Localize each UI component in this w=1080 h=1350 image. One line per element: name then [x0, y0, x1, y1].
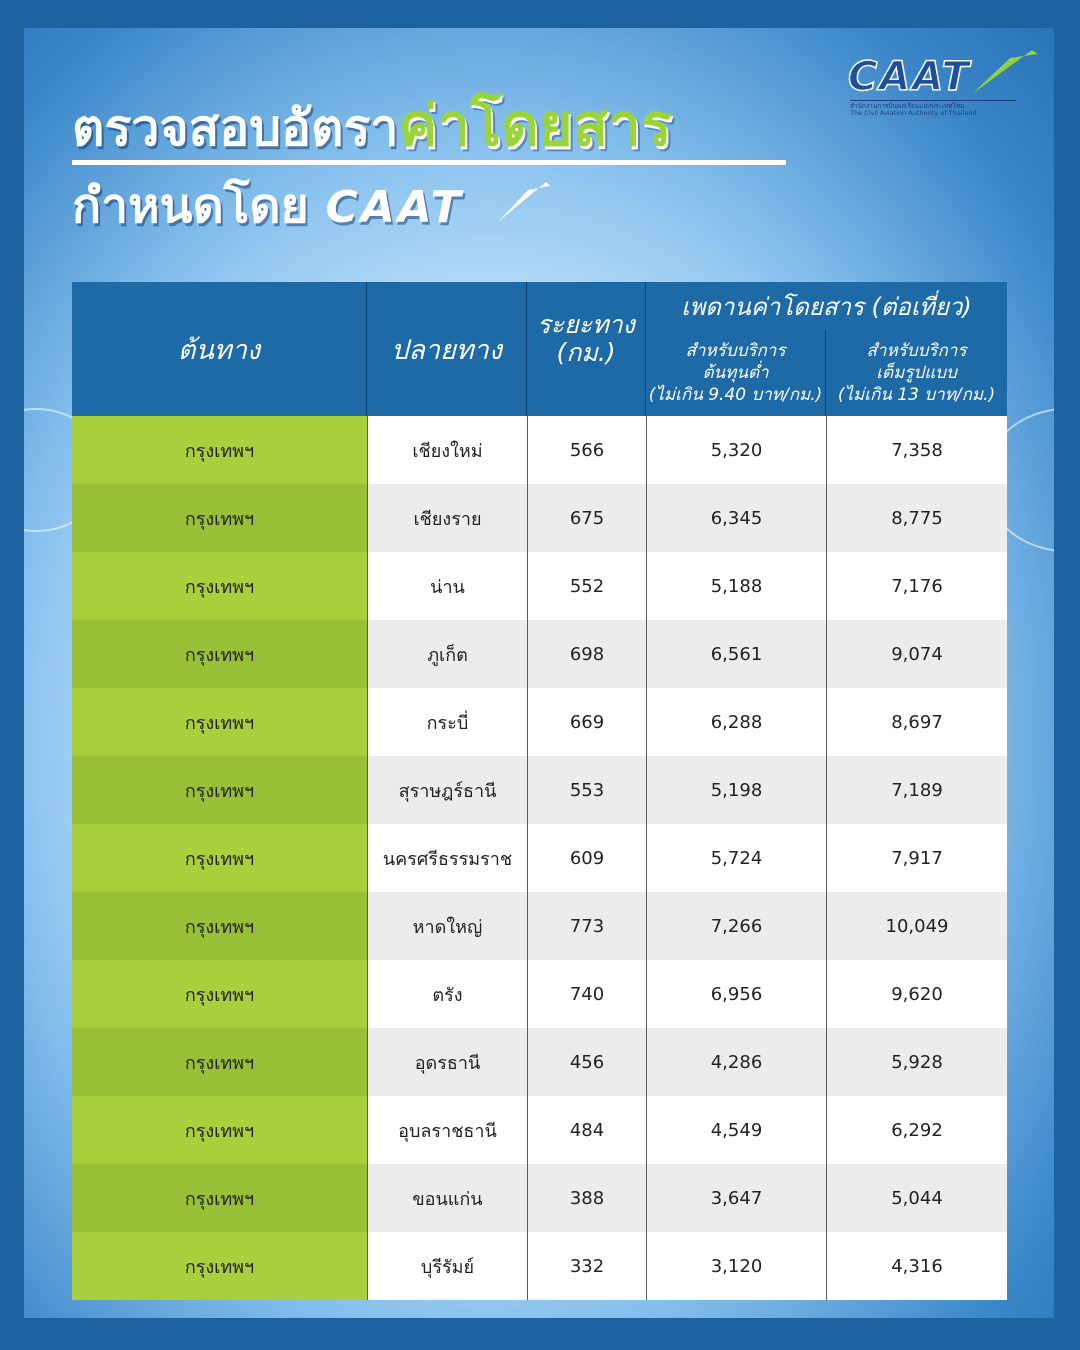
origin-cell: กรุงเทพฯ	[72, 892, 367, 960]
full-service-fare-cell: 6,292	[826, 1096, 1007, 1164]
destination-cell: เชียงราย	[367, 484, 527, 552]
destination-cell: สุราษฎร์ธานี	[367, 756, 527, 824]
origin-cell: กรุงเทพฯ	[72, 1232, 367, 1300]
title-highlight: ค่าโดยสาร	[398, 91, 672, 159]
full-service-fare-cell: 10,049	[826, 892, 1007, 960]
full-service-fare-cell: 9,074	[826, 620, 1007, 688]
low-cost-fare-cell: 6,561	[646, 620, 826, 688]
table-row	[72, 416, 1007, 484]
destination-cell: อุบลราชธานี	[367, 1096, 527, 1164]
low-cost-fare-cell: 7,266	[646, 892, 826, 960]
distance-cell: 332	[527, 1232, 646, 1300]
table-row	[72, 1028, 1007, 1096]
origin-cell: กรุงเทพฯ	[72, 620, 367, 688]
distance-cell: 675	[527, 484, 646, 552]
logo-swoosh-icon	[966, 44, 1042, 98]
destination-cell: ขอนแก่น	[367, 1164, 527, 1232]
low-cost-fare-cell: 5,724	[646, 824, 826, 892]
caat-swoosh-icon	[494, 178, 554, 228]
low-cost-fare-cell: 6,288	[646, 688, 826, 756]
page-title-line2	[72, 173, 464, 241]
low-cost-fare-cell: 5,198	[646, 756, 826, 824]
table-row	[72, 892, 1007, 960]
low-cost-fare-cell: 4,549	[646, 1096, 826, 1164]
table-row	[72, 484, 1007, 552]
full-service-fare-cell: 7,358	[826, 416, 1007, 484]
logo-subtitle-english: The Civil Aviation Authority of Thailand	[850, 109, 977, 117]
low-cost-fare-cell: 4,286	[646, 1028, 826, 1096]
title-line2-prefix: กำหนดโดย	[72, 178, 309, 234]
full-service-fare-cell: 8,775	[826, 484, 1007, 552]
destination-cell: ภูเก็ต	[367, 620, 527, 688]
table-row	[72, 1096, 1007, 1164]
page-title-line1	[72, 90, 672, 163]
table-row	[72, 552, 1007, 620]
full-service-fare-cell: 7,917	[826, 824, 1007, 892]
distance-cell: 484	[527, 1096, 646, 1164]
distance-cell: 552	[527, 552, 646, 620]
origin-cell: กรุงเทพฯ	[72, 756, 367, 824]
header-destination: ปลายทาง	[367, 282, 527, 416]
header-full-service-line1: สำหรับบริการ	[866, 341, 967, 361]
origin-cell: กรุงเทพฯ	[72, 1164, 367, 1232]
caat-logo	[846, 44, 1042, 116]
distance-cell: 566	[527, 416, 646, 484]
low-cost-fare-cell: 6,956	[646, 960, 826, 1028]
header-distance-label: ระยะทาง	[537, 310, 635, 339]
full-service-fare-cell: 5,044	[826, 1164, 1007, 1232]
low-cost-fare-cell: 3,647	[646, 1164, 826, 1232]
origin-cell: กรุงเทพฯ	[72, 416, 367, 484]
low-cost-fare-cell: 5,320	[646, 416, 826, 484]
origin-cell: กรุงเทพฯ	[72, 1096, 367, 1164]
full-service-fare-cell: 7,176	[826, 552, 1007, 620]
title-brand: CAAT	[325, 182, 464, 233]
header-low-cost-line2: ต้นทุนต่ำ	[702, 363, 769, 383]
destination-cell: นครศรีธรรมราช	[367, 824, 527, 892]
origin-cell: กรุงเทพฯ	[72, 1028, 367, 1096]
distance-cell: 669	[527, 688, 646, 756]
header-full-service-line2: เต็มรูปแบบ	[876, 363, 957, 383]
header-full-service-rate: (ไม่เกิน 13 บาท/กม.)	[837, 385, 996, 405]
distance-cell: 609	[527, 824, 646, 892]
header-origin: ต้นทาง	[72, 282, 367, 416]
origin-cell: กรุงเทพฯ	[72, 688, 367, 756]
destination-cell: บุรีรัมย์	[367, 1232, 527, 1300]
origin-cell: กรุงเทพฯ	[72, 552, 367, 620]
logo-subtitle-thai: สำนักงานการบินพลเรือนแห่งประเทศไทย	[850, 100, 1016, 111]
header-distance	[527, 282, 646, 416]
poster-frame	[24, 28, 1054, 1318]
origin-cell: กรุงเทพฯ	[72, 484, 367, 552]
full-service-fare-cell: 8,697	[826, 688, 1007, 756]
destination-cell: อุดรธานี	[367, 1028, 527, 1096]
distance-cell: 773	[527, 892, 646, 960]
table-row	[72, 688, 1007, 756]
full-service-fare-cell: 5,928	[826, 1028, 1007, 1096]
table-row	[72, 960, 1007, 1028]
distance-cell: 553	[527, 756, 646, 824]
table-row	[72, 1232, 1007, 1300]
full-service-fare-cell: 9,620	[826, 960, 1007, 1028]
low-cost-fare-cell: 5,188	[646, 552, 826, 620]
distance-cell: 698	[527, 620, 646, 688]
destination-cell: ตรัง	[367, 960, 527, 1028]
full-service-fare-cell: 4,316	[826, 1232, 1007, 1300]
logo-text: CAAT	[848, 54, 971, 100]
header-low-cost-rate: (ไม่เกิน 9.40 บาท/กม.)	[648, 385, 823, 405]
full-service-fare-cell: 7,189	[826, 756, 1007, 824]
title-underline	[72, 160, 786, 165]
header-distance-unit: (กม.)	[556, 338, 616, 367]
destination-cell: เชียงใหม่	[367, 416, 527, 484]
header-full-service	[826, 330, 1007, 416]
origin-cell: กรุงเทพฯ	[72, 824, 367, 892]
distance-cell: 388	[527, 1164, 646, 1232]
destination-cell: หาดใหญ่	[367, 892, 527, 960]
header-low-cost	[646, 330, 826, 416]
table-row	[72, 824, 1007, 892]
table-row	[72, 620, 1007, 688]
low-cost-fare-cell: 3,120	[646, 1232, 826, 1300]
origin-cell: กรุงเทพฯ	[72, 960, 367, 1028]
distance-cell: 456	[527, 1028, 646, 1096]
header-low-cost-line1: สำหรับบริการ	[685, 341, 786, 361]
destination-cell: กระบี่	[367, 688, 527, 756]
destination-cell: น่าน	[367, 552, 527, 620]
low-cost-fare-cell: 6,345	[646, 484, 826, 552]
title-prefix: ตรวจสอบอัตรา	[72, 99, 399, 157]
table-row	[72, 1164, 1007, 1232]
distance-cell: 740	[527, 960, 646, 1028]
header-fare-ceiling: เพดานค่าโดยสาร (ต่อเที่ยว)	[646, 282, 1007, 331]
table-row	[72, 756, 1007, 824]
